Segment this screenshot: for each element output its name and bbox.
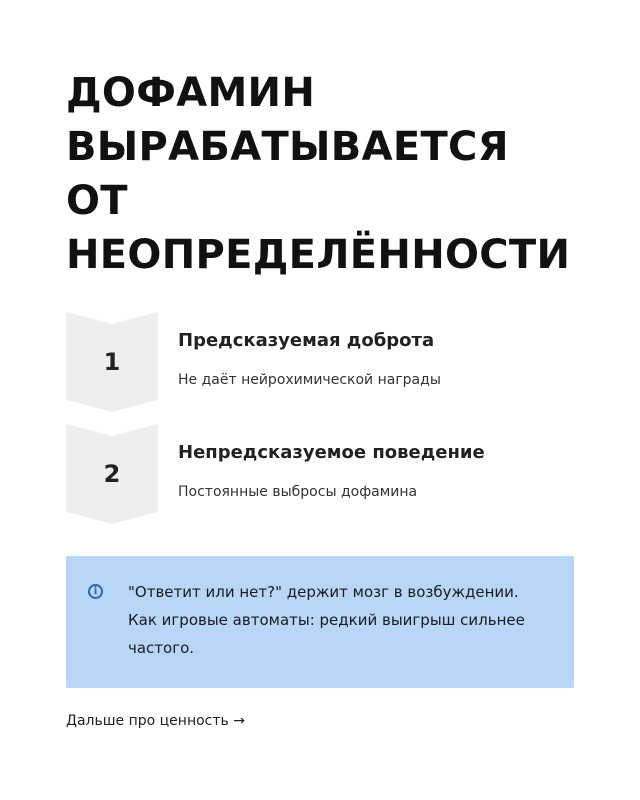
callout-text: "Ответит или нет?" держит мозг в возбуждении. Как игровые автоматы: редкий выигрыш сильнее частого. (128, 583, 525, 657)
step-number: 1 (103, 348, 121, 376)
step-number: 2 (103, 460, 121, 488)
step-item-2 (66, 424, 576, 524)
title-line: ДОФАМИН (66, 70, 316, 116)
steps-list (66, 312, 576, 536)
title-line: ВЫРАБАТЫВАЕТСЯ (66, 124, 509, 170)
step-item-1 (66, 312, 576, 412)
title-line: ОТ (66, 178, 128, 224)
step-title: Предсказуемая доброта (178, 330, 435, 351)
step-description: Постоянные выбросы дофамина (178, 484, 418, 500)
title-line: НЕОПРЕДЕЛЁННОСТИ (66, 232, 571, 278)
info-callout (66, 556, 574, 688)
step-title: Непредсказуемое поведение (178, 442, 485, 463)
next-link[interactable]: Дальше про ценность → (66, 713, 245, 729)
page-title (66, 66, 606, 282)
info-icon: i (88, 584, 103, 599)
step-description: Не даёт нейрохимической награды (178, 372, 441, 388)
